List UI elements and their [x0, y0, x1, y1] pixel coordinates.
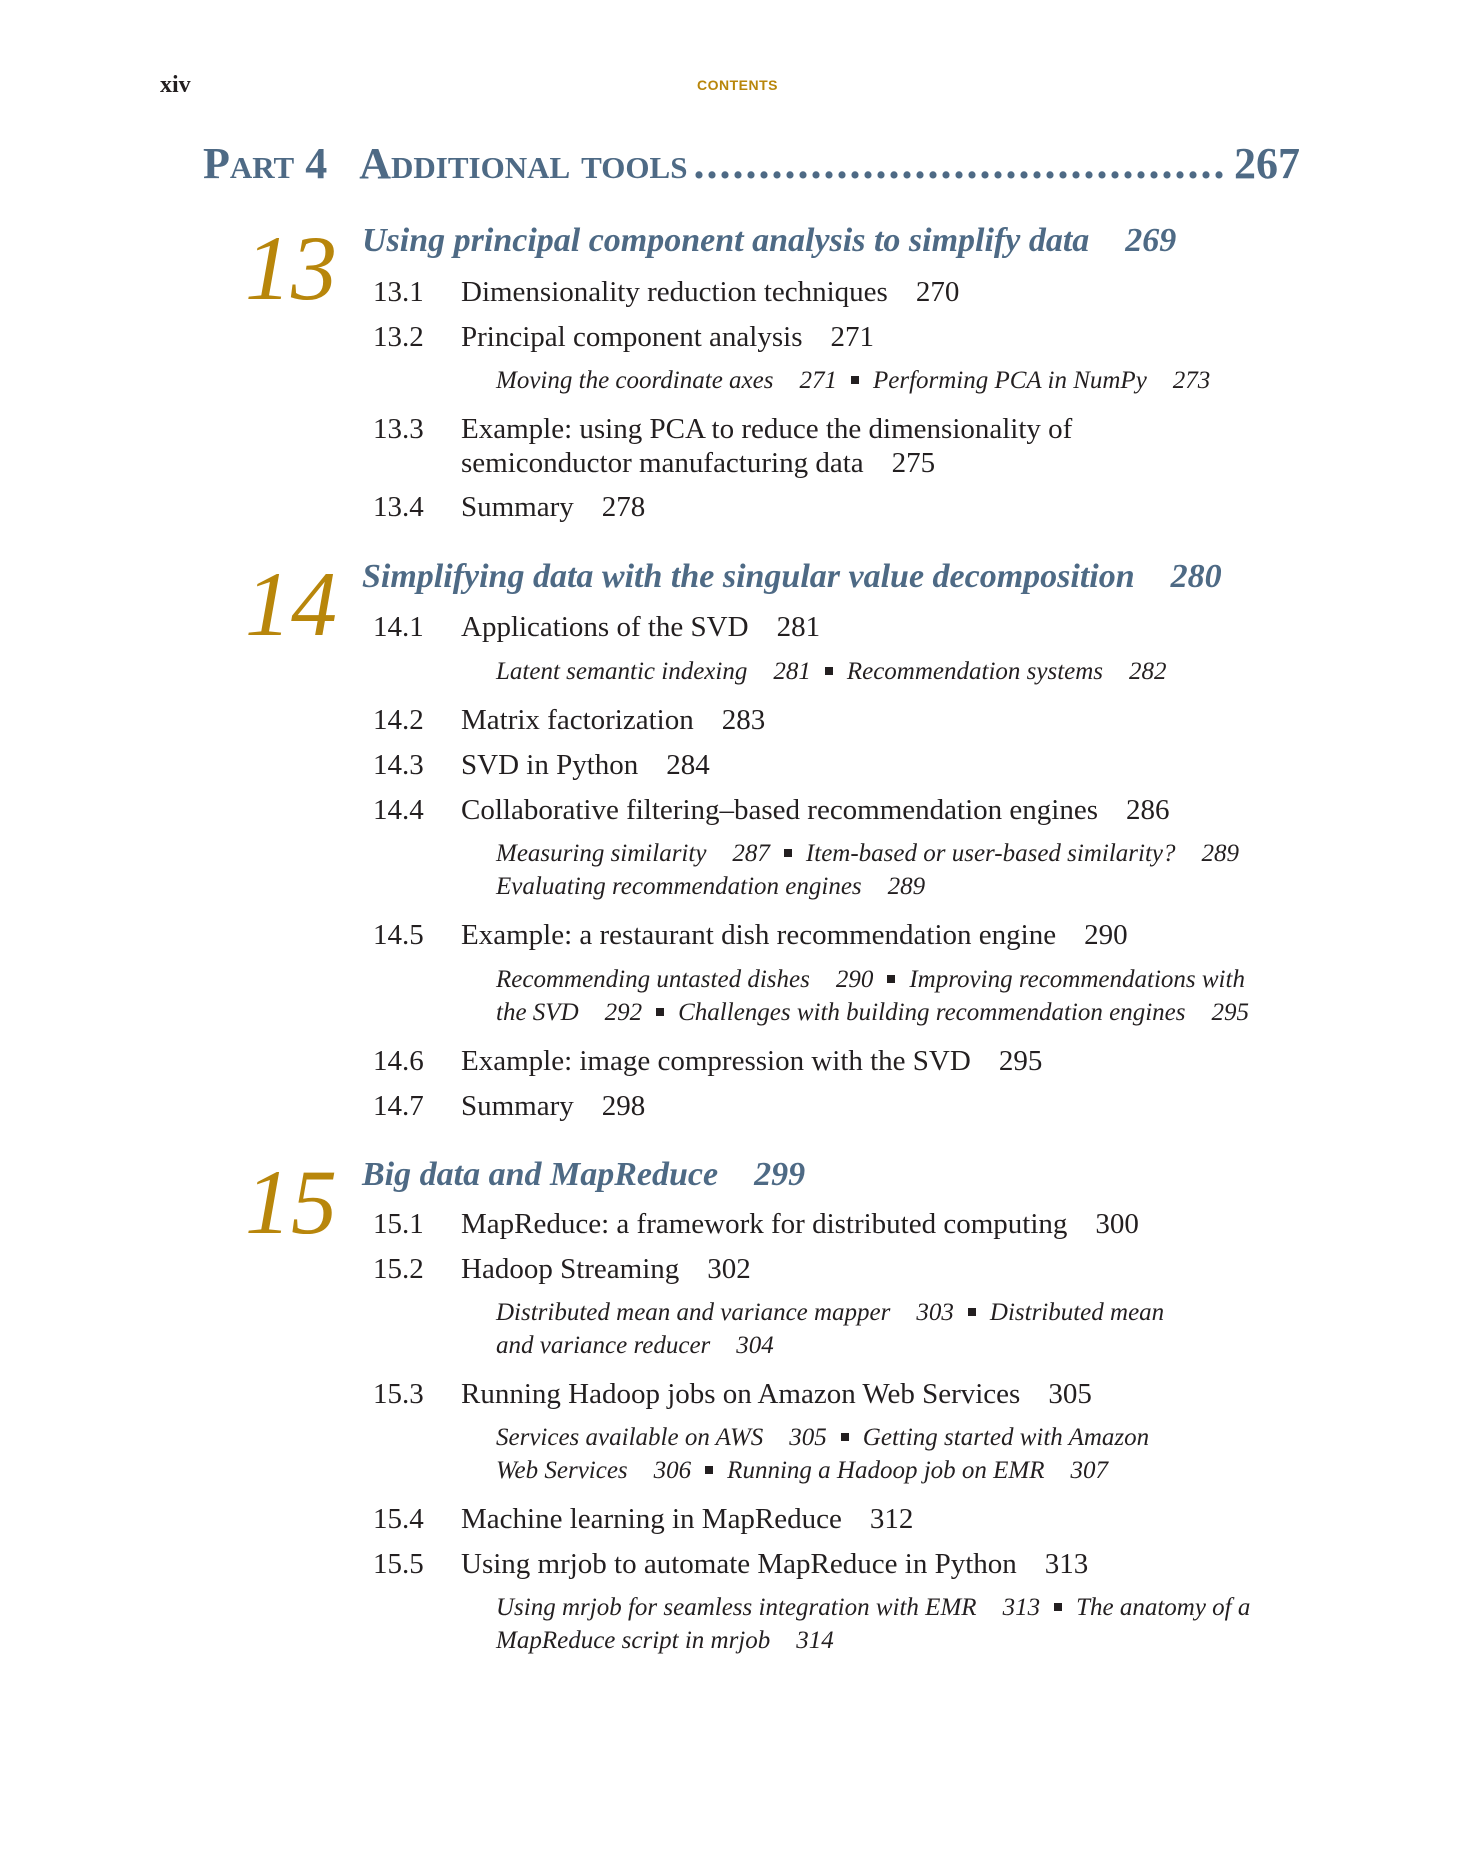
page-folio: xiv — [160, 72, 191, 98]
bullet-icon — [1054, 1603, 1062, 1611]
chapter-number: 14 — [245, 553, 337, 655]
part-label: Part 4 — [203, 139, 328, 188]
toc-entry: 14.6 Example: image compression with the SVD 295 — [373, 1045, 1043, 1077]
toc-subentries: Measuring similarity 287 Item-based or user-based similarity? 289 Evaluating recommendation engines 289 — [496, 840, 1240, 900]
toc-subentries: Services available on AWS 305 Getting started with Amazon Web Services 306 Running a Hadoop job on EMR 307 — [496, 1424, 1150, 1484]
toc-subentries: Using mrjob for seamless integration with EMR 313 The anatomy of a MapReduce script in mrjob 314 — [496, 1594, 1251, 1654]
chapter-number: 13 — [245, 217, 337, 319]
toc-entry: 15.3 Running Hadoop jobs on Amazon Web Services 305 — [373, 1378, 1092, 1410]
toc-entry: 15.4 Machine learning in MapReduce 312 — [373, 1503, 914, 1535]
chapter-title: Using principal component analysis to simplify data 269 — [362, 222, 1177, 259]
toc-entry: 14.5 Example: a restaurant dish recommendation engine 290 — [373, 919, 1128, 951]
toc-subentries: Distributed mean and variance mapper 303 Distributed mean and variance reducer 304 — [496, 1299, 1165, 1359]
bullet-icon — [887, 975, 895, 983]
bullet-icon — [784, 849, 792, 857]
part-title: Additional tools — [359, 139, 688, 188]
bullet-icon — [705, 1466, 713, 1474]
toc-entry: 13.1 Dimensionality reduction techniques 270 — [373, 276, 960, 308]
bullet-icon — [968, 1308, 976, 1316]
bullet-icon — [851, 376, 859, 384]
chapter-number: 15 — [245, 1151, 337, 1253]
toc-entry: 15.1 MapReduce: a framework for distributed computing 300 — [373, 1208, 1139, 1240]
bullet-icon — [841, 1433, 849, 1441]
dot-leader: ......................................... — [693, 139, 1227, 188]
toc-subentries: Latent semantic indexing 281 Recommendation systems 282 — [496, 658, 1167, 685]
part-heading — [203, 138, 1300, 194]
part-page-number: 267 — [1234, 139, 1300, 188]
toc-entry: 13.2 Principal component analysis 271 — [373, 321, 874, 353]
toc-entry: 14.3 SVD in Python 284 — [373, 749, 710, 781]
toc-entry: 13.3 Example: using PCA to reduce the dimensionality of semiconductor manufacturing data 275 — [373, 413, 1073, 479]
toc-subentries: Moving the coordinate axes 271 Performing PCA in NumPy 273 — [496, 367, 1211, 394]
toc-entry: 14.7 Summary 298 — [373, 1090, 646, 1122]
toc-entry: 14.1 Applications of the SVD 281 — [373, 611, 821, 643]
toc-entry: 15.2 Hadoop Streaming 302 — [373, 1253, 751, 1285]
running-head: CONTENTS — [697, 77, 778, 93]
toc-entry: 15.5 Using mrjob to automate MapReduce in Python 313 — [373, 1548, 1089, 1580]
bullet-icon — [825, 667, 833, 675]
chapter-title: Simplifying data with the singular value decomposition 280 — [362, 558, 1222, 595]
toc-entry: 14.2 Matrix factorization 283 — [373, 704, 766, 736]
bullet-icon — [656, 1008, 664, 1016]
toc-entry: 14.4 Collaborative filtering–based recommendation engines 286 — [373, 794, 1170, 826]
toc-subentries: Recommending untasted dishes 290 Improving recommendations with the SVD 292 Challenges with building recommendation engines 295 — [496, 966, 1249, 1026]
chapter-title: Big data and MapReduce 299 — [362, 1156, 806, 1193]
toc-entry: 13.4 Summary 278 — [373, 491, 646, 523]
